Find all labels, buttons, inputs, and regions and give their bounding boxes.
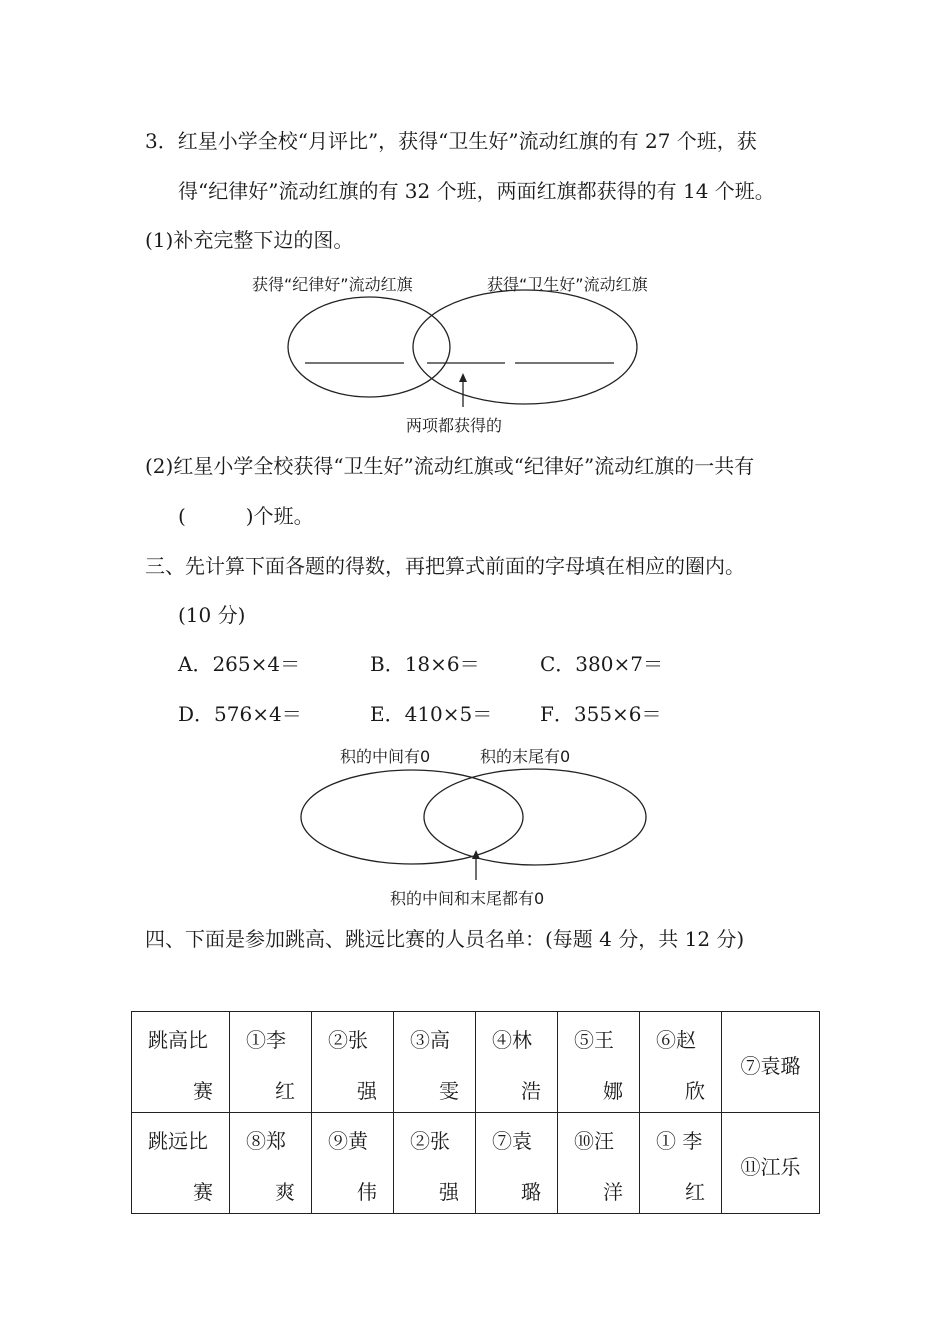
name-bottom: 红	[275, 1079, 295, 1103]
row-label-top: 跳高比	[148, 1028, 208, 1052]
name-top: ④林	[492, 1028, 532, 1052]
calc-item-c: C．380×7＝	[540, 652, 663, 676]
name-top: ⑨黄	[328, 1129, 368, 1153]
name-cell	[640, 1012, 722, 1113]
name-cell	[640, 1113, 722, 1214]
table-row	[132, 1012, 820, 1113]
section3-score: (10 分)	[178, 603, 246, 627]
venn2-bottom-label: 积的中间和末尾都有0	[390, 889, 545, 908]
q3-line1: 3．红星小学全校“月评比”，获得“卫生好”流动红旗的有 27 个班，获	[145, 129, 757, 153]
venn1-left-label: 获得“纪律好”流动红旗	[252, 275, 413, 294]
participants-table	[131, 1011, 820, 1214]
name-cell	[476, 1012, 558, 1113]
name-bottom: 欣	[685, 1079, 705, 1103]
name-top: ⑥赵	[656, 1028, 696, 1052]
name-cell	[230, 1012, 312, 1113]
name-top: ⑩汪	[574, 1129, 614, 1153]
q3-line2: 得“纪律好”流动红旗的有 32 个班，两面红旗都获得的有 14 个班。	[178, 179, 775, 203]
name-bottom: 雯	[439, 1079, 459, 1103]
row-label-top: 跳远比	[148, 1129, 208, 1153]
name-bottom: 璐	[521, 1180, 541, 1204]
venn2-left-label: 积的中间有0	[340, 747, 431, 766]
name-full: ⑦袁璐	[740, 1054, 801, 1078]
venn1-right-label: 获得“卫生好”流动红旗	[487, 275, 648, 294]
name-bottom: 浩	[521, 1079, 541, 1103]
name-bottom: 伟	[357, 1180, 377, 1204]
name-full: ⑪江乐	[740, 1155, 801, 1179]
name-cell	[230, 1113, 312, 1214]
venn1-arrow-head	[459, 373, 467, 382]
row-label-cell	[132, 1012, 230, 1113]
q3-part1: (1)补充完整下边的图。	[145, 228, 354, 252]
row-label-cell	[132, 1113, 230, 1214]
venn1	[288, 290, 637, 407]
q3-part2-line1: (2)红星小学全校获得“卫生好”流动红旗或“纪律好”流动红旗的一共有	[145, 454, 755, 478]
venn2-right-label: 积的末尾有0	[480, 747, 571, 766]
name-bottom: 红	[685, 1180, 705, 1204]
name-cell	[476, 1113, 558, 1214]
name-top: ②张	[410, 1129, 450, 1153]
name-top: ① 李	[656, 1129, 703, 1153]
section3-title: 三、先计算下面各题的得数，再把算式前面的字母填在相应的圈内。	[145, 554, 745, 578]
name-cell	[558, 1113, 640, 1214]
calc-item-a: A．265×4＝	[178, 652, 301, 676]
table-row	[132, 1113, 820, 1214]
name-bottom: 爽	[275, 1180, 295, 1204]
name-top: ③高	[410, 1028, 450, 1052]
name-cell	[394, 1012, 476, 1113]
venn1-right-ellipse	[413, 290, 637, 404]
name-cell	[312, 1012, 394, 1113]
section4-title: 四、下面是参加跳高、跳远比赛的人员名单：(每题 4 分，共 12 分)	[145, 927, 745, 951]
calc-item-b: B．18×6＝	[370, 652, 480, 676]
name-top: ⑧郑	[246, 1129, 286, 1153]
name-top: ②张	[328, 1028, 368, 1052]
name-bottom: 强	[357, 1079, 377, 1103]
venn2	[301, 769, 646, 880]
row-label-bottom: 赛	[193, 1079, 213, 1103]
row-label-bottom: 赛	[193, 1180, 213, 1204]
name-bottom: 娜	[603, 1079, 623, 1103]
calc-item-d: D．576×4＝	[178, 702, 302, 726]
calc-item-f: F．355×6＝	[540, 702, 662, 726]
name-cell	[394, 1113, 476, 1214]
calc-item-e: E．410×5＝	[370, 702, 493, 726]
venn1-bottom-label: 两项都获得的	[406, 416, 503, 435]
venn2-left-ellipse	[301, 770, 523, 864]
name-bottom: 强	[439, 1180, 459, 1204]
name-top: ⑦袁	[492, 1129, 532, 1153]
name-top: ①李	[246, 1028, 286, 1052]
venn2-right-ellipse	[424, 769, 646, 865]
q3-part2-line2: ( )个班。	[178, 504, 314, 528]
name-cell-last	[722, 1012, 820, 1113]
name-cell	[558, 1012, 640, 1113]
venn1-left-ellipse	[288, 297, 450, 397]
name-bottom: 洋	[603, 1180, 623, 1204]
name-top: ⑤王	[574, 1028, 614, 1052]
name-cell-last	[722, 1113, 820, 1214]
name-cell	[312, 1113, 394, 1214]
